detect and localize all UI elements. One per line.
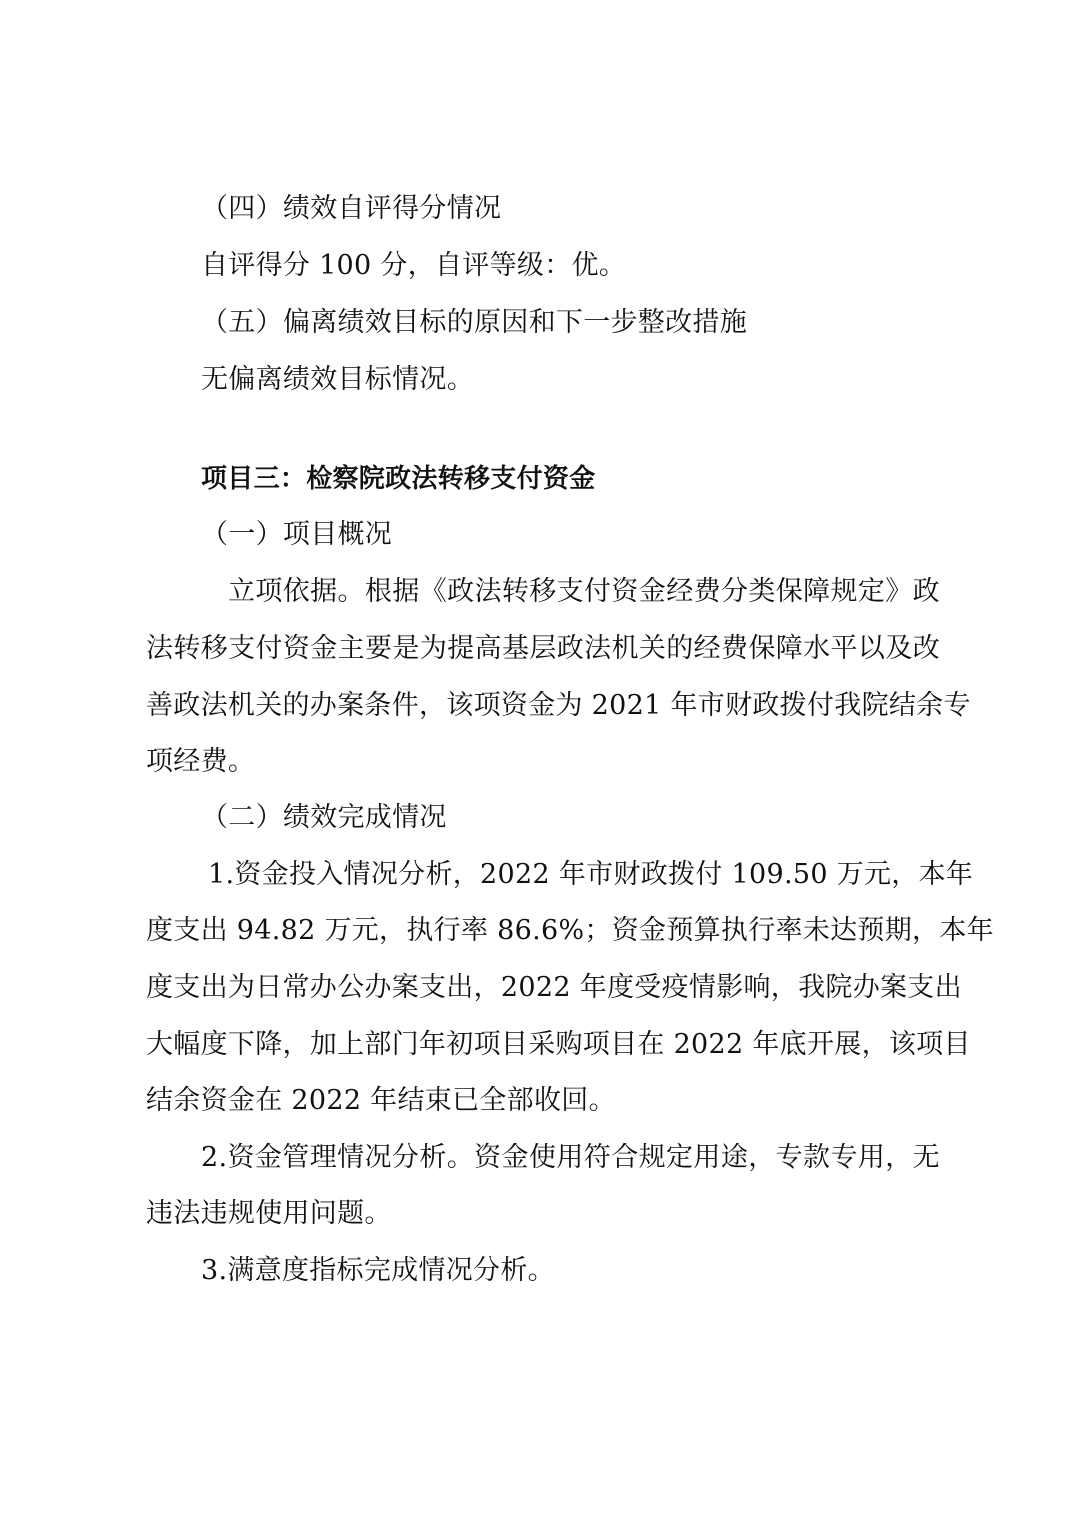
overview-paragraph-line: 项经费。 <box>146 746 256 777</box>
overview-paragraph-line: 法转移支付资金主要是为提高基层政法机关的经费保障水平以及改 <box>146 633 940 664</box>
overview-paragraph-line: 善政法机关的办案条件，该项资金为 2021 年市财政拨付我院结余专 <box>146 690 971 721</box>
section4-text: 自评得分 100 分，自评等级：优。 <box>201 250 627 281</box>
overview-paragraph-line: 立项依据。根据《政法转移支付资金经费分类保障规定》政 <box>228 576 940 607</box>
overview-heading: （一）项目概况 <box>201 519 393 550</box>
section5-heading: （五）偏离绩效目标的原因和下一步整改措施 <box>201 307 747 338</box>
performance-heading: （二）绩效完成情况 <box>201 802 447 833</box>
item1-line: 1.资金投入情况分析，2022 年市财政拨付 109.50 万元，本年 <box>208 859 974 890</box>
project3-title: 项目三：检察院政法转移支付资金 <box>201 464 596 494</box>
item1-line: 度支出 94.82 万元，执行率 86.6%；资金预算执行率未达预期，本年 <box>146 915 994 946</box>
item1-line: 度支出为日常办公办案支出，2022 年度受疫情影响，我院办案支出 <box>146 972 962 1003</box>
item1-line: 结余资金在 2022 年结束已全部收回。 <box>146 1085 616 1116</box>
section4-heading: （四）绩效自评得分情况 <box>201 193 502 224</box>
item3-line: 3.满意度指标完成情况分析。 <box>201 1255 555 1286</box>
section5-text: 无偏离绩效目标情况。 <box>201 364 474 395</box>
item2-line: 违法违规使用问题。 <box>146 1198 392 1229</box>
item2-line: 2.资金管理情况分析。资金使用符合规定用途，专款专用，无 <box>201 1142 940 1173</box>
item1-line: 大幅度下降，加上部门年初项目采购项目在 2022 年底开展，该项目 <box>146 1029 971 1060</box>
